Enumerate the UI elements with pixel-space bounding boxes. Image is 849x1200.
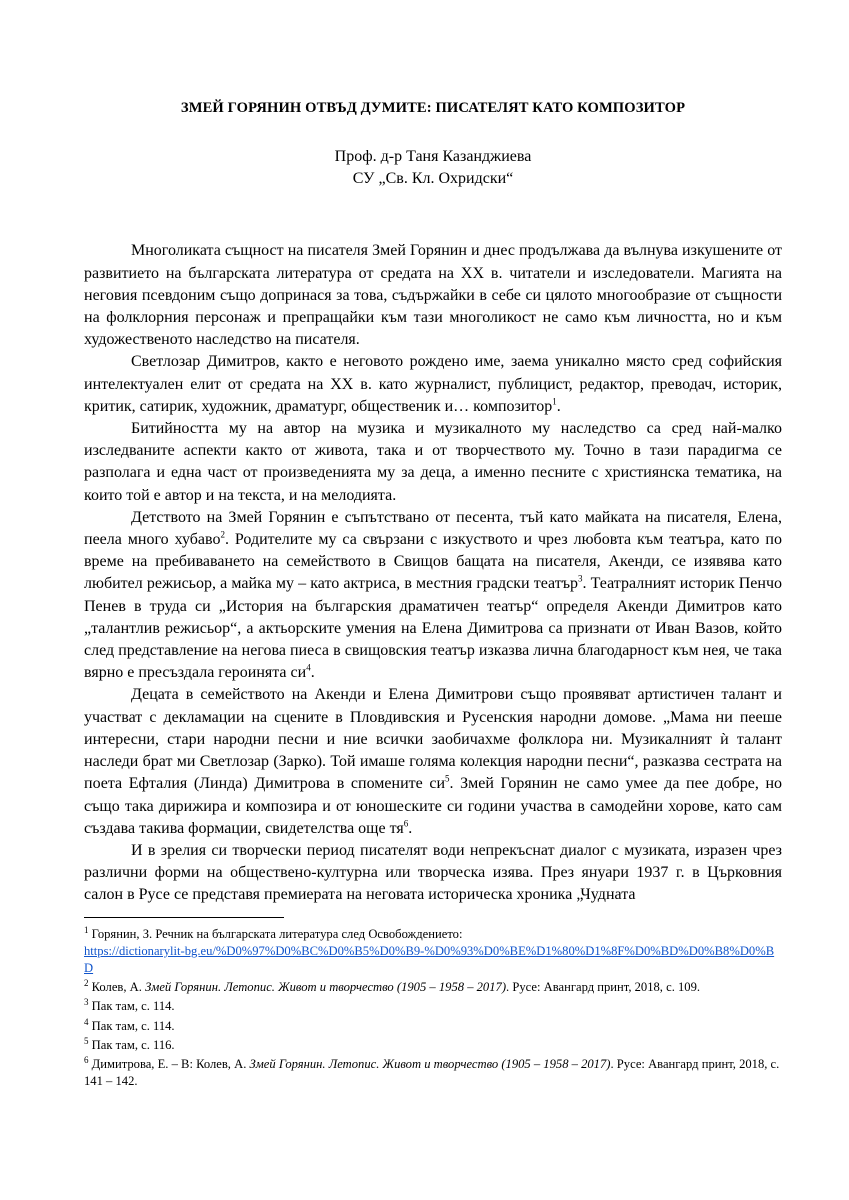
footnote-2-author: Колев, А.: [88, 980, 146, 995]
footnote-1-link[interactable]: https://dictionarylit-bg.eu/%D0%97%D0%BC%D0%B5%D0%B9-%D0%93%D0%BE%D1%80%D1%8F%D0%BD%D0%B8%D0%BD: [84, 943, 775, 975]
paragraph-5: [84, 684, 782, 839]
footnote-4-mark: 4: [84, 1016, 89, 1027]
footnote-6-author: Димитрова, Е. – В: Колев, А.: [88, 1056, 250, 1071]
paragraph-4-text-a: Детството на Змей Горянин е съпътствано от песента, тъй като майката на писателя, Елена, пеела много хубаво: [84, 508, 782, 549]
footnote-5-text: Пак там, с. 116.: [88, 1037, 175, 1052]
footnote-4: [84, 1018, 782, 1035]
footnote-ref-3[interactable]: 3: [577, 574, 583, 585]
paragraph-6: И в зрелия си творчески период писателят води непрекъснат диалог с музиката, изразен чрез различни форми на обществено-културна или творческа изява. През януари 1937 г. в Църковния салон в Русе се представя премиерата на неговата историческа хроника „Чудната: [84, 841, 782, 904]
paragraph-5-text-b: . Змей Горянин не само умее да пее добре, но също така дирижира и композира и от юношеските си години участва в самодейни хорове, като сам създава такива формации, свидетелства още тя: [84, 775, 783, 837]
paragraph-1: Многоликата същност на писателя Змей Горянин и днес продължава да вълнува изкушените от развитието на българската литература от средата на XX в. читатели и изследователи. Магията на неговия псевдоним също допринася за това, съдържайки в себе си цялото многообразие от същности на фолклорния персонаж и препращайки към тази многоликост не само към личността, но и към художественото наследство на писателя.: [84, 242, 782, 349]
paragraph-4-text-c: . Театралният историк Пенчо Пенев в труда си „История на българския драматичен театър“ определя Акенди Димитров като „талантлив режисьор“, а актьорските умения на Елена Димитрова са признати от Иван Вазов, който след представление на негова пиеса в свищовския театър изказва лична благодарност към нея, че така вярно е пресъздала героинята си: [84, 575, 782, 682]
paragraph-4-text-d: .: [310, 664, 315, 682]
paragraph-3: Битийността му на автор на музика и музикалното му наследство са сред най-малко изследваните аспекти както от живота, така и от творчеството му. Точно в тази парадигма се разполага и една част от произведенията му за деца, а именно песните с християнска тематика, на които той е автор и на текста, и на мелодията.: [84, 420, 782, 504]
footnote-6-publisher: . Русе: Авангард принт, 2018, с. 141 – 142.: [84, 1056, 780, 1089]
footnote-2-publisher: . Русе: Авангард принт, 2018, с. 109.: [506, 980, 701, 995]
footnote-1: [84, 926, 782, 978]
footnote-6: [84, 1056, 782, 1090]
footnote-1-mark: 1: [84, 924, 89, 935]
paragraph-5-text-a: Децата в семейството на Акенди и Елена Димитрови също проявяват артистичен талант и участват с декламации на сцените в Пловдивския и Русенския народни домове. „Мама ни пееше интересни, стари народни песни и ние всички заобичахме фолклора ни. Музикалният ѝ талант наследи брат ми Светлозар (Зарко). Той имаше голяма колекция народни песни“, разказва сестрата на поета Ефталия (Линда) Димитрова в спомените си: [84, 686, 782, 793]
footnote-3-mark: 3: [84, 997, 89, 1008]
paragraph-2-text: Светлозар Димитров, както е неговото рождено име, заема уникално място сред софийския интелектуален елит от средата на XX в. като журналист, публицист, редактор, преводач, историк, критик, сатирик, художник, драматург, общественик и… композитор: [84, 353, 782, 415]
footnote-2-mark: 2: [84, 977, 89, 988]
footnote-ref-5[interactable]: 5: [445, 773, 450, 784]
footnote-ref-6[interactable]: 6: [403, 818, 409, 829]
footnote-2: [84, 979, 782, 996]
footnote-3-text: Пак там, с. 114.: [88, 999, 175, 1014]
article-title: ЗМЕЙ ГОРЯНИН ОТВЪД ДУМИТЕ: ПИСАТЕЛЯТ КАТО КОМПОЗИТОР: [180, 100, 686, 116]
footnote-1-text: Горянин, З. Речник на българската литература след Освобождението:: [88, 926, 463, 941]
footnote-3: [84, 998, 782, 1015]
footnote-6-mark: 6: [84, 1054, 89, 1065]
footnote-ref-4[interactable]: 4: [306, 662, 311, 673]
footnote-4-text: Пак там, с. 114.: [88, 1018, 175, 1033]
paragraph-4-text-b: . Родителите му са свързани с изкуството и чрез любовта към театъра, като по време на пребиваването на семейството в Свищов бащата на писателя, Акенди, се изявява като любител режисьор, а майка му – като актриса, в местния градски театър: [84, 531, 782, 593]
footnote-5-mark: 5: [84, 1035, 89, 1046]
paragraph-2-end: .: [556, 397, 561, 415]
footnote-6-book-title: Змей Горянин. Летопис. Живот и творчество (1905 – 1958 – 2017): [249, 1056, 611, 1071]
footnote-separator: [84, 917, 284, 918]
footnote-ref-1[interactable]: 1: [552, 396, 557, 407]
footnote-2-book-title: Змей Горянин. Летопис. Живот и творчество (1905 – 1958 – 2017): [145, 980, 507, 995]
document-page: [84, 98, 782, 1092]
author-affiliation: СУ „Св. Кл. Охридски“: [352, 170, 514, 188]
footnote-ref-2[interactable]: 2: [220, 529, 225, 540]
author-name: Проф. д-р Таня Казанджиева: [334, 148, 532, 166]
paragraph-5-text-c: .: [408, 819, 413, 837]
footnote-5: [84, 1037, 782, 1054]
paragraph-4: [84, 507, 782, 685]
paragraph-2: [84, 351, 782, 418]
